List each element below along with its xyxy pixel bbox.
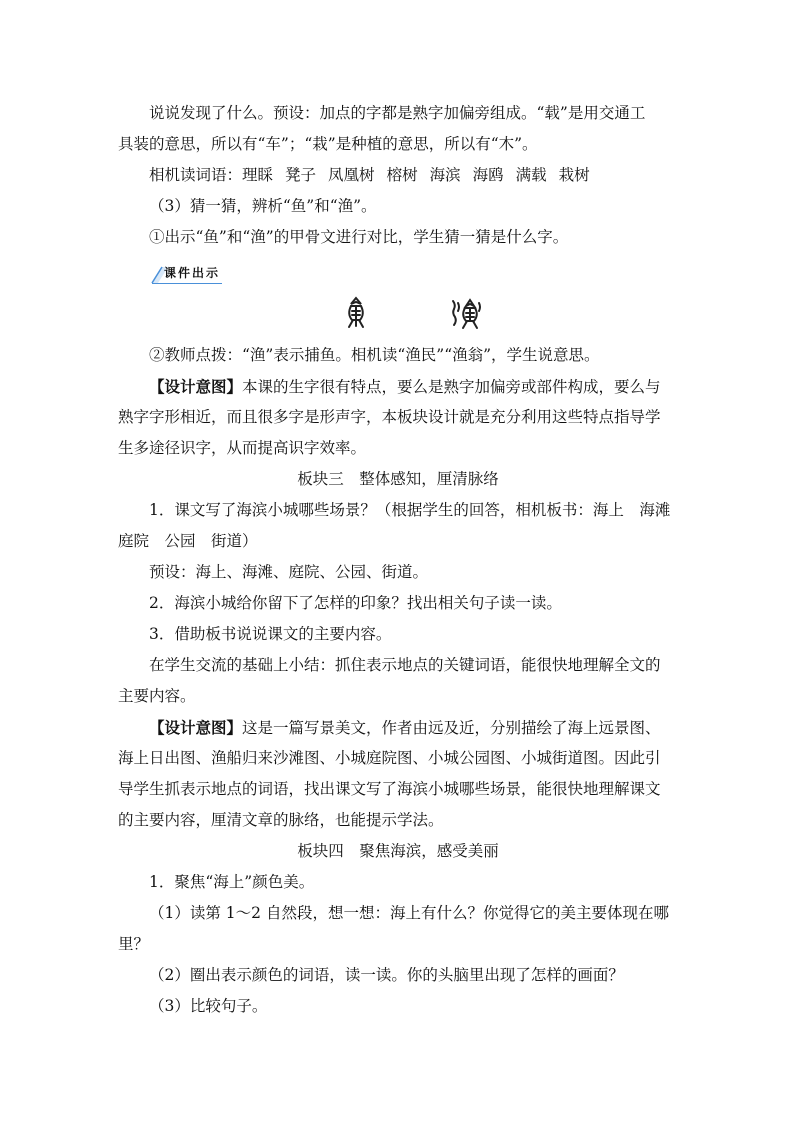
design-intent-line <box>118 371 678 403</box>
vocab-word: 凤凰树 <box>328 166 375 184</box>
paragraph-line: ②教师点拨：“渔”表示捕鱼。相机读“渔民”“渔翁”，学生说意思。 <box>149 346 600 364</box>
section-heading: 板块三 整体感知，厘清脉络 <box>297 470 499 488</box>
paragraph-line: （2）圈出表示颜色的词语，读一读。你的头脑里出现了怎样的画面？ <box>149 966 624 984</box>
paragraph-line: （3）比较句子。 <box>149 997 268 1015</box>
paragraph-line: 里？ <box>118 935 150 953</box>
badge-label: 课件出示 <box>164 266 221 280</box>
paragraph-line: 海上日出图、渔船归来沙滩图、小城庭院图、小城公园图、小城街道图。因此引 <box>118 749 661 767</box>
paragraph-line: 具装的意思，所以有“车”；“栽”是种植的意思，所以有“木”。 <box>118 135 538 153</box>
design-intent-line <box>118 712 678 744</box>
design-intent-label: 【设计意图】 <box>149 377 243 396</box>
vocab-word: 凳子 <box>285 166 317 184</box>
vocab-word: 海鸥 <box>472 166 504 184</box>
design-intent-text: 这是一篇写景美文，作者由远及近，分别描绘了海上远景图、 <box>242 719 661 737</box>
paragraph-line: 在学生交流的基础上小结：抓住表示地点的关键词语，能很快地理解全文的 <box>149 656 661 674</box>
vocab-word: 栽树 <box>558 166 590 184</box>
vocab-word: 满载 <box>515 166 547 184</box>
design-intent-text: 本课的生字很有特点，要么是熟字加偏旁或部件构成，要么与 <box>242 378 661 396</box>
vocab-word: 理睬 <box>242 166 274 184</box>
paragraph-line: 熟字字形相近，而且很多字是形声字，本板块设计就是充分利用这些特点指导学 <box>118 408 661 426</box>
vocab-line <box>118 160 678 191</box>
vocab-lead: 相机读词语： <box>149 166 243 184</box>
paragraph-line: 1．聚焦“海上”颜色美。 <box>149 873 315 891</box>
vocab-word: 海滨 <box>429 166 461 184</box>
courseware-badge <box>150 263 250 285</box>
section-heading: 板块四 聚焦海滨，感受美丽 <box>297 842 499 860</box>
paragraph-line: 3．借助板书说说课文的主要内容。 <box>149 625 392 643</box>
design-intent-label: 【设计意图】 <box>149 718 243 737</box>
paragraph-line: 生多途径识字，从而提高识字效率。 <box>118 439 367 457</box>
paragraph-line: 主要内容。 <box>118 687 196 705</box>
paragraph-line: （1）读第 1～2 自然段，想一想：海上有什么？你觉得它的美主要体现在哪 <box>149 904 669 922</box>
oracle-fishing-icon <box>450 297 484 331</box>
paragraph-line: 预设：海上、海滩、庭院、公园、街道。 <box>149 563 429 581</box>
paragraph-line: 庭院 公园 街道） <box>118 532 258 550</box>
paragraph-line: 导学生抓表示地点的词语，找出课文写了海滨小城哪些场景，能很快地理解课文 <box>118 780 661 798</box>
paragraph-line: 1．课文写了海滨小城哪些场景？（根据学生的回答，相机板书：海上 海滩 <box>149 501 671 519</box>
paragraph-line: （3）猜一猜，辨析“鱼”和“渔”。 <box>149 197 377 215</box>
paragraph-line: 说说发现了什么。预设：加点的字都是熟字加偏旁组成。“载”是用交通工 <box>149 104 646 122</box>
paragraph-line: 的主要内容，厘清文章的脉络，也能提示学法。 <box>118 811 444 829</box>
oracle-fish-icon <box>343 296 369 330</box>
paragraph-line: 2．海滨小城给你留下了怎样的印象？找出相关句子读一读。 <box>149 594 562 612</box>
paragraph-line: ①出示“鱼”和“渔”的甲骨文进行对比，学生猜一猜是什么字。 <box>149 228 569 246</box>
vocab-word: 榕树 <box>386 166 418 184</box>
